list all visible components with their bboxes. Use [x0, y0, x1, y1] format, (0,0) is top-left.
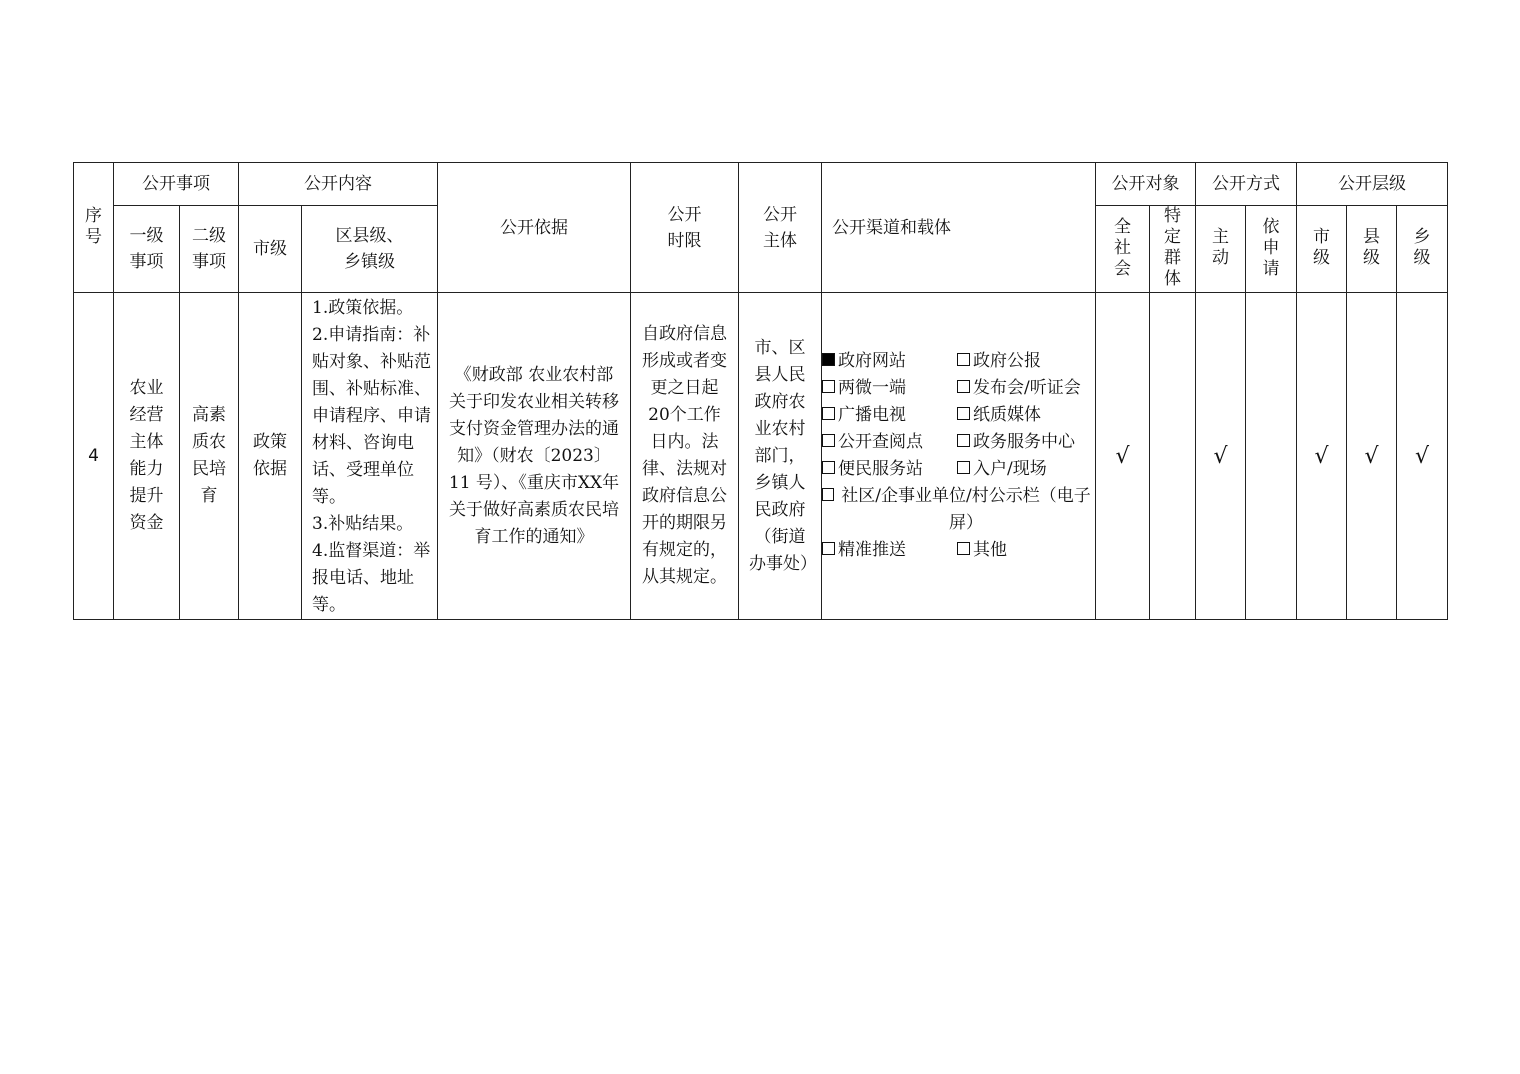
channel-option: 政务服务中心 [957, 429, 1075, 456]
channel-option: 政府网站 [822, 348, 957, 375]
channel-option: 纸质媒体 [957, 402, 1041, 429]
cell-level1: 农业经营主体能力提升资金 [114, 293, 180, 620]
channel-option: 政府公报 [957, 348, 1041, 375]
cell-target-specific [1150, 293, 1196, 620]
header-target-specific: 特 定 群 体 [1150, 206, 1196, 293]
cell-method-request [1246, 293, 1297, 620]
cell-method-active: √ [1196, 293, 1246, 620]
header-target-all: 全 社 会 [1096, 206, 1150, 293]
cell-target-all: √ [1096, 293, 1150, 620]
header-method-active: 主 动 [1196, 206, 1246, 293]
checkbox-icon [957, 434, 970, 447]
checkbox-icon [822, 407, 835, 420]
channel-option: 入户/现场 [957, 456, 1047, 483]
header-public-item: 公开事项 [114, 163, 239, 206]
list-item: 1.政策依据。 [312, 298, 414, 318]
header-time-limit: 公开 时限 [631, 163, 739, 293]
checkbox-icon [957, 461, 970, 474]
header-method: 公开方式 [1196, 163, 1297, 206]
header-level-town: 乡 级 [1397, 206, 1448, 293]
cell-city-content: 政策依据 [239, 293, 302, 620]
header-level1: 一级 事项 [114, 206, 180, 293]
checkbox-icon [822, 434, 835, 447]
header-level: 公开层级 [1297, 163, 1448, 206]
cell-level2: 高素质农民培育 [180, 293, 239, 620]
checkbox-icon [957, 353, 970, 366]
list-item: 4.监督渠道：举报电话、地址等。 [312, 541, 431, 615]
channel-option: 两微一端 [822, 375, 957, 402]
channel-option: 便民服务站 [822, 456, 957, 483]
channel-option: 精准推送 [822, 537, 957, 564]
header-city-level: 市级 [239, 206, 302, 293]
channel-option: 社区/企事业单位/村公示栏（电子屏） [822, 483, 1095, 537]
cell-seq: 4 [74, 293, 114, 620]
cell-time-limit: 自政府信息形成或者变更之日起20个工作日内。法律、法规对政府信息公开的期限另有规定的，从其规定。 [631, 293, 739, 620]
cell-level-city: √ [1297, 293, 1347, 620]
header-method-request: 依 申 请 [1246, 206, 1297, 293]
checked-box-icon [822, 353, 835, 366]
table-row [74, 293, 1448, 620]
header-district-level: 区县级、 乡镇级 [302, 206, 438, 293]
list-item: 2.申请指南：补贴对象、补贴范围、补贴标准、申请程序、申请材料、咨询电话、受理单位等。 [312, 325, 431, 507]
checkbox-icon [822, 542, 835, 555]
channel-option: 公开查阅点 [822, 429, 957, 456]
header-level-county: 县 级 [1347, 206, 1397, 293]
header-subject: 公开 主体 [739, 163, 822, 293]
header-public-content: 公开内容 [239, 163, 438, 206]
cell-subject: 市、区县人民政府农业农村部门，乡镇人民政府（街道办事处） [739, 293, 822, 620]
checkbox-icon [822, 380, 835, 393]
header-seq: 序 号 [74, 163, 114, 293]
header-target: 公开对象 [1096, 163, 1196, 206]
header-channels: 公开渠道和载体 [822, 163, 1096, 293]
header-basis: 公开依据 [438, 163, 631, 293]
checkbox-icon [957, 380, 970, 393]
cell-district-content [302, 293, 438, 620]
header-level2: 二级 事项 [180, 206, 239, 293]
disclosure-table [73, 162, 1448, 620]
checkbox-icon [957, 542, 970, 555]
list-item: 3.补贴结果。 [312, 514, 414, 534]
channel-option: 发布会/听证会 [957, 375, 1081, 402]
header-level-city: 市 级 [1297, 206, 1347, 293]
cell-level-town: √ [1397, 293, 1448, 620]
cell-channels [822, 293, 1096, 620]
channel-option: 其他 [957, 537, 1007, 564]
channel-option: 广播电视 [822, 402, 957, 429]
checkbox-icon [822, 461, 835, 474]
cell-basis: 《财政部 农业农村部关于印发农业相关转移支付资金管理办法的通知》（财农〔2023〕11 号）、《重庆市XX年关于做好高素质农民培育工作的通知》 [438, 293, 631, 620]
cell-level-county: √ [1347, 293, 1397, 620]
checkbox-icon [822, 488, 834, 501]
district-content-list [302, 293, 437, 619]
checkbox-icon [957, 407, 970, 420]
